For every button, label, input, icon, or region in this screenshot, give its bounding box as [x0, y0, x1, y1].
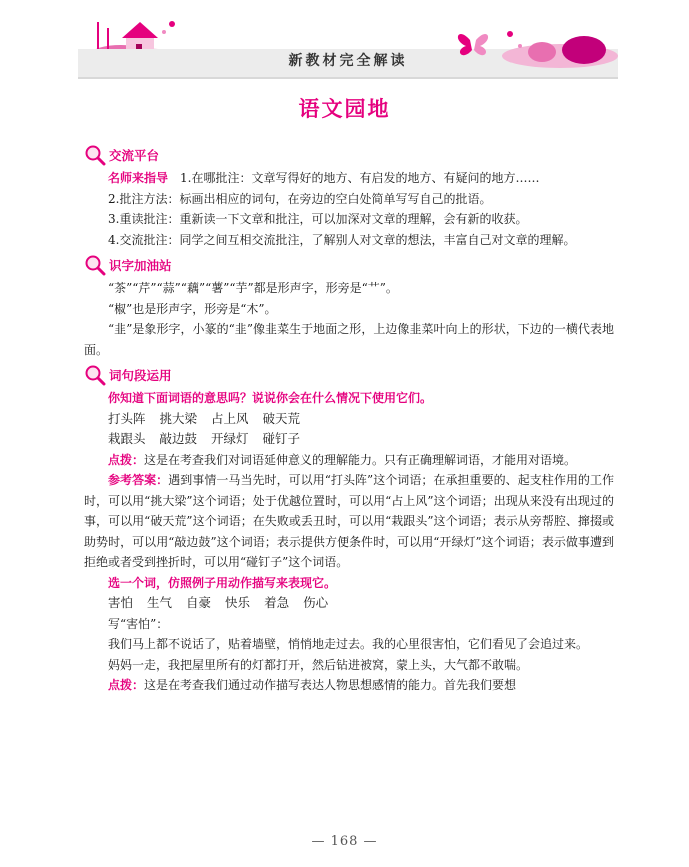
header-title: 新教材完全解读 — [288, 53, 408, 69]
word: 快乐 — [225, 595, 251, 610]
section-heading-exchange — [84, 142, 614, 168]
section-title: 识字加油站 — [109, 258, 172, 273]
question-2: 选一个词，仿照例子用动作描写来表现它。 — [108, 575, 337, 590]
page-header — [78, 14, 618, 78]
paragraph: “茶”“芹”“蒜”“藕”“薯”“芋”都是形声字，形旁是“艹”。 — [108, 281, 398, 295]
paragraph: 3.重读批注：重新读一下文章和批注，可以加深对文章的理解，会有新的收获。 — [108, 212, 528, 226]
word: 自豪 — [186, 595, 212, 610]
example-paragraph: 我们马上都不说话了，贴着墙壁，悄悄地走过去。我的心里很害怕，它们看见了会追过来。 — [108, 637, 589, 651]
word-row-1 — [84, 409, 614, 430]
magnifier-icon — [84, 254, 106, 276]
tip-label: 点拨： — [108, 452, 145, 467]
paragraph: 4.交流批注：同学之间互相交流批注，了解别人对文章的想法，丰富自己对文章的理解。 — [108, 232, 576, 247]
word: 碰钉子 — [262, 431, 301, 446]
paragraph: “椒”也是形声字，形旁是“木”。 — [108, 301, 277, 316]
paragraph: “韭”是象形字，小篆的“韭”像韭菜生于地面之形，上边像韭菜叶向上的形状，下边的一横代表地面。 — [84, 322, 614, 357]
tip-paragraph: 点拨：这是在考查我们对词语延伸意义的理解能力。只有正确理解词语，才能用对语境。 — [108, 452, 577, 467]
word: 生气 — [147, 595, 173, 610]
answer-label: 参考答案： — [108, 473, 169, 487]
tip-label: 点拨： — [108, 678, 145, 692]
tip-paragraph: 点拨：这是在考查我们通过动作描写表达人物思想感情的能力。首先我们要想 — [108, 678, 517, 692]
page-title: 语文园地 — [298, 96, 391, 121]
word: 挑大梁 — [159, 410, 198, 426]
word: 破天荒 — [262, 410, 301, 426]
word: 伤心 — [303, 595, 329, 610]
label-teacher: 名师来指导 — [108, 171, 169, 185]
answer-paragraph: 参考答案：遇到事情一马当先时，可以用“打头阵”这个词语；在承担重要的、起支柱作用的工作时，可以用“挑大梁”这个词语；处于优越位置时，可以用“占上风”这个词语；出现从来没有出现过的事，可以用“破天荒”这个词语；在失败或丢丑时，可以用“栽跟头”这个词语；表示从旁帮腔、撺掇或助势时，可以用“敲边鼓”这个词语；表示提供方便条件时，可以用“开绿灯”这个词语；表示做事遭到拒绝或者受到挫折时，可以用“碰钉子”这个词语。 — [84, 473, 614, 569]
paragraph: 2.批注方法：标画出相应的词句，在旁边的空白处简单写写自己的批语。 — [108, 191, 492, 206]
main-content — [84, 140, 614, 696]
word: 害怕 — [108, 595, 134, 610]
section-title: 词句段运用 — [109, 368, 172, 383]
word: 开绿灯 — [211, 431, 249, 446]
word-row-2 — [84, 429, 614, 450]
section-heading-words — [84, 362, 614, 388]
word-row-3 — [84, 593, 614, 614]
section-title: 交流平台 — [109, 148, 160, 163]
word: 敲边鼓 — [159, 431, 198, 446]
example-label: 写“害怕”： — [108, 616, 169, 631]
page-number: — 168 — — [311, 834, 378, 849]
word: 着急 — [264, 595, 290, 610]
word: 栽跟头 — [108, 431, 146, 446]
word: 打头阵 — [108, 410, 146, 426]
paragraph: 名师来指导 1.在哪批注：文章写得好的地方、有启发的地方、有疑问的地方…… — [108, 171, 540, 185]
butterfly-decoration-icon — [450, 20, 618, 68]
magnifier-icon — [84, 144, 106, 166]
magnifier-icon — [84, 364, 106, 386]
question-1: 你知道下面词语的意思吗？说说你会在什么情况下使用它们。 — [108, 391, 433, 405]
word: 占上风 — [211, 410, 249, 426]
section-heading-characters — [84, 252, 614, 278]
example-paragraph: 妈妈一走，我把屋里所有的灯都打开，然后钻进被窝，蒙上头，大气都不敢喘。 — [108, 657, 529, 672]
